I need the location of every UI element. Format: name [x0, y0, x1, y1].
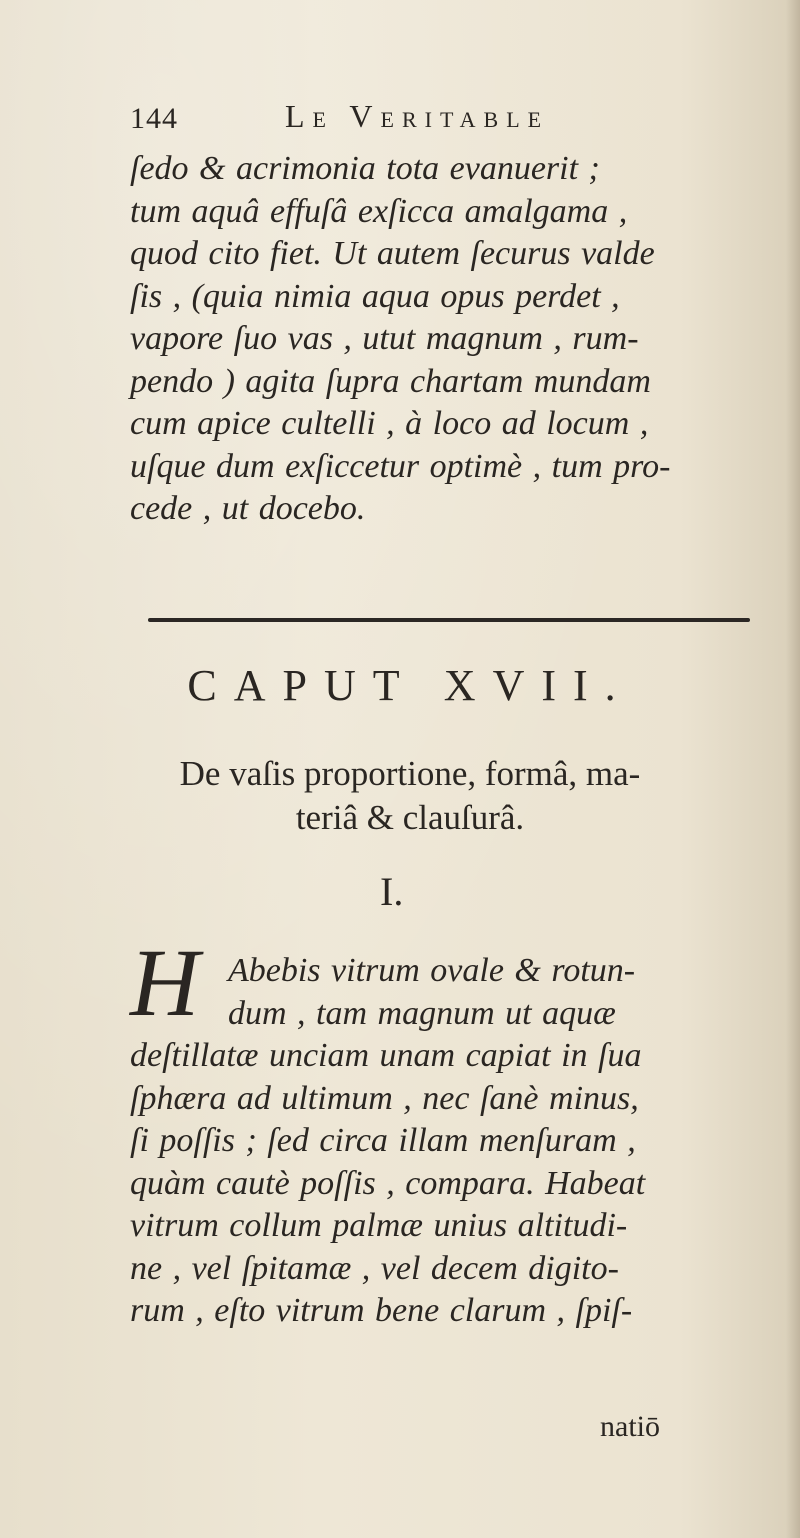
text-line: vitrum collum palmæ unius altitudi-	[130, 1207, 628, 1244]
text-line: pendo ) agita ſupra chartam mundam	[130, 362, 651, 400]
chapter-subtitle	[130, 752, 690, 840]
text-line: quàm cautè poſſis , compara. Habeat	[130, 1164, 646, 1202]
drop-cap: H	[130, 929, 200, 1036]
text-line: uſque dum exſiccetur optimè , tum pro-	[130, 447, 671, 485]
text-line: cum apice cultelli , à loco ad locum ,	[130, 405, 649, 442]
catchword: natiō	[600, 1410, 660, 1443]
running-title: Le Veritable	[285, 98, 550, 134]
section-number: I.	[380, 869, 404, 914]
text-line: vapore ſuo vas , utut magnum , rum-	[130, 320, 639, 357]
continued-paragraph	[130, 148, 690, 531]
chapter-subtitle-line: De vaſis proportione, formâ, ma-	[179, 754, 641, 793]
page-number: 144	[130, 102, 178, 135]
text-line: Abebis vitrum ovale & rotun-	[228, 952, 636, 989]
chapter-subtitle-line: teriâ & clauſurâ.	[295, 798, 525, 837]
text-line: rum , eſto vitrum bene clarum , ſpiſ-	[130, 1292, 633, 1329]
page-edge-shadow	[786, 0, 800, 1538]
text-line: dum , tam magnum ut aquæ	[228, 994, 616, 1032]
page-header	[130, 98, 690, 142]
text-line: ſphæra ad ultimum , nec ſanè minus,	[130, 1079, 639, 1117]
section-divider-rule	[148, 618, 750, 622]
chapter-title: CAPUT XVII.	[187, 661, 633, 710]
text-line: ne , vel ſpitamæ , vel decem digito-	[130, 1249, 619, 1287]
text-line: ſedo & acrimonia tota evanuerit ;	[130, 150, 600, 187]
text-line: ſi poſſis ; ſed circa illam menſuram ,	[130, 1122, 636, 1159]
chapter-paragraph	[130, 950, 690, 1333]
text-line: cede , ut docebo.	[130, 490, 366, 527]
text-line: deſtillatæ unciam unam capiat in ſua	[130, 1037, 642, 1074]
text-line: tum aquâ effuſâ exſicca amalgama ,	[130, 192, 628, 230]
text-line: quod cito fiet. Ut autem ſecurus valde	[130, 235, 655, 272]
text-line: ſis , (quia nimia aqua opus perdet ,	[130, 277, 620, 315]
